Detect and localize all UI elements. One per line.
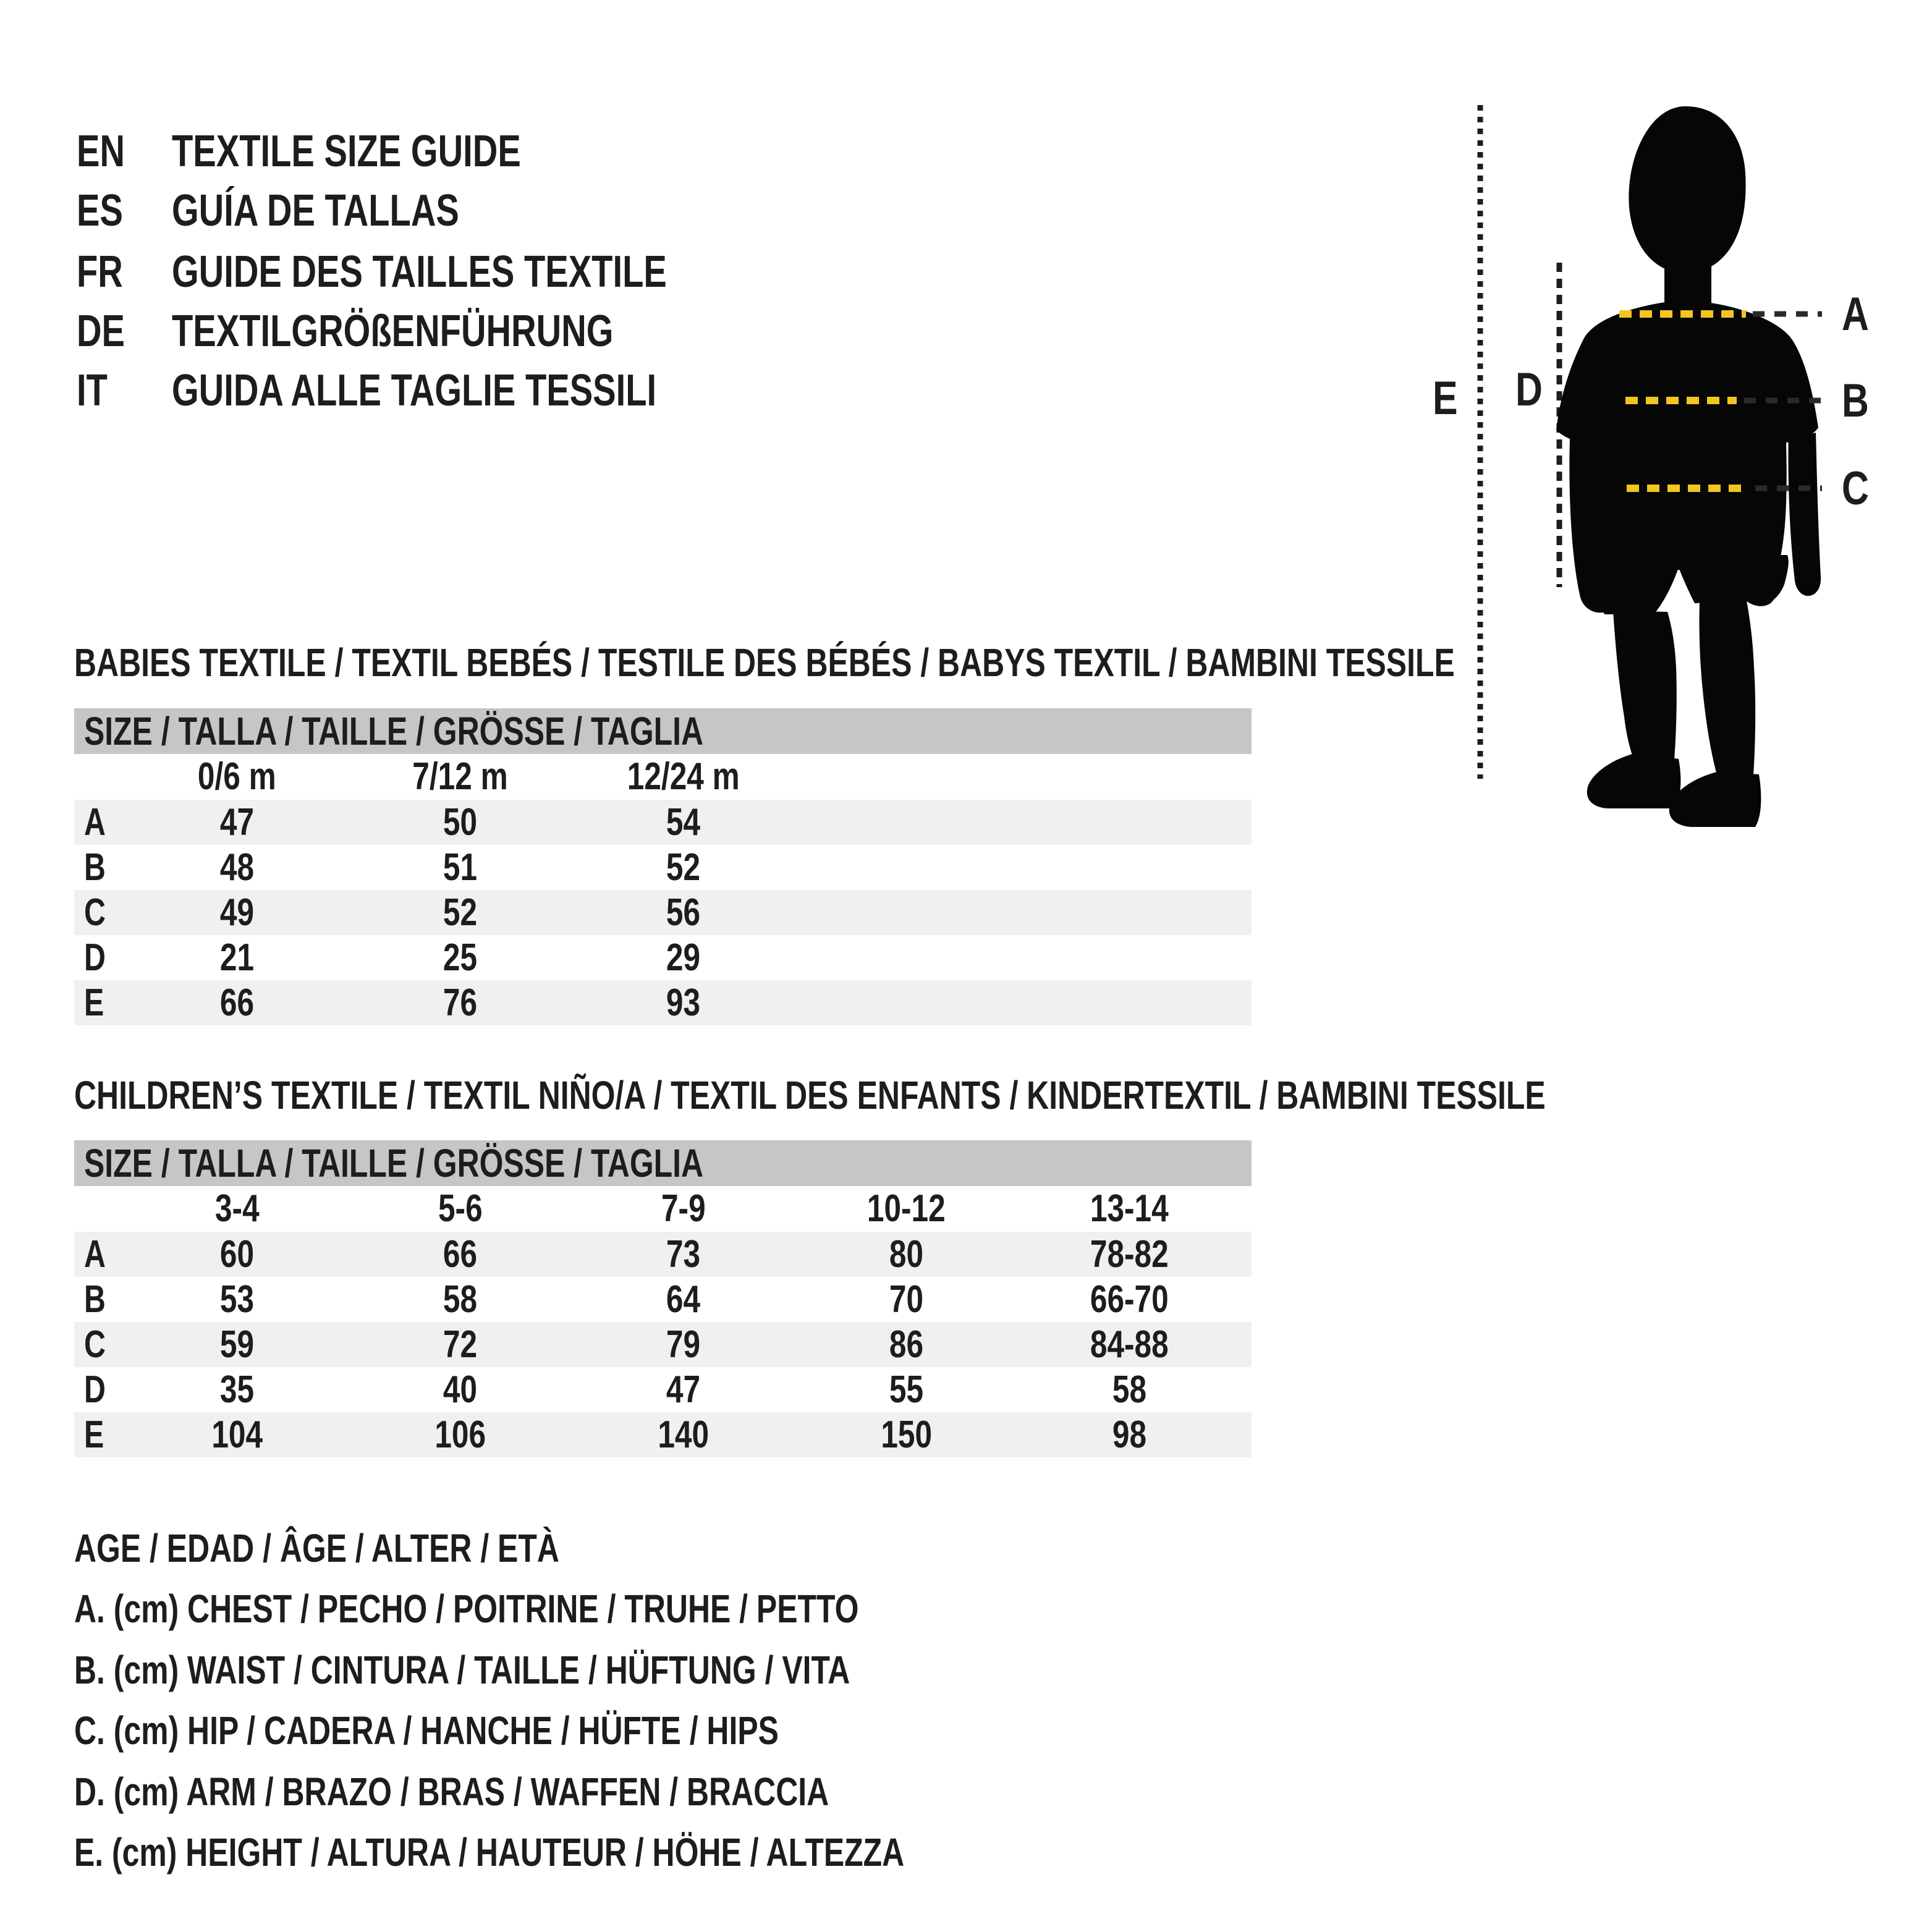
language-code-text: DE	[77, 307, 125, 356]
value-cell	[125, 890, 349, 935]
value-cell	[125, 1322, 349, 1367]
row-filler	[1241, 800, 1252, 845]
value-cell	[572, 980, 795, 1025]
legend-line	[74, 1764, 1042, 1820]
column-header-row	[74, 1186, 1252, 1232]
value-text: 58	[443, 1278, 478, 1321]
value-text: 25	[443, 936, 478, 979]
table-header-text: SIZE / TALLA / TAILLE / GRÖSSE / TAGLIA	[84, 709, 704, 753]
column-header-cell	[125, 754, 349, 800]
child-silhouette	[1556, 106, 1821, 827]
value-text: 140	[658, 1413, 709, 1456]
table-row	[74, 845, 1252, 890]
value-text: 93	[666, 981, 701, 1024]
column-header-cell	[795, 1186, 1018, 1232]
value-cell	[349, 1412, 572, 1457]
babies-section-title-text: BABIES TEXTILE / TEXTIL BEBÉS / TESTILE DES BÉBÉS / BABYS TEXTIL / BAMBINI TESSILE	[74, 640, 1455, 685]
children-section-title	[74, 1070, 1932, 1120]
babies-size-table	[74, 708, 1252, 1025]
value-cell	[1018, 800, 1241, 845]
row-label-text: B	[84, 846, 106, 889]
column-header-text: 12/24 m	[627, 755, 740, 798]
child-silhouette-figure	[1409, 62, 1932, 834]
value-cell	[795, 1367, 1018, 1412]
value-text: 73	[666, 1233, 701, 1276]
column-header-filler	[1241, 754, 1252, 800]
value-text: 58	[1112, 1368, 1147, 1411]
language-title	[172, 303, 738, 359]
row-filler	[1241, 935, 1252, 980]
value-text: 64	[666, 1278, 701, 1321]
silhouette-neck	[1664, 241, 1711, 312]
column-header-text: 7-9	[661, 1187, 706, 1230]
legend-line-text: D. (cm) ARM / BRAZO / BRAS / WAFFEN / BRACCIA	[74, 1769, 829, 1814]
value-text: 21	[219, 936, 255, 979]
language-title-text: TEXTILGRÖßENFÜHRUNG	[172, 307, 614, 356]
language-title-text: TEXTILE SIZE GUIDE	[172, 127, 521, 176]
silhouette-left-shoe	[1587, 753, 1681, 808]
chest-label: A	[1842, 287, 1869, 341]
row-label-text: A	[84, 1233, 106, 1276]
value-text: 55	[889, 1368, 924, 1411]
table-row	[74, 1367, 1252, 1412]
silhouette-left-leg	[1613, 611, 1677, 766]
value-text: 35	[219, 1368, 255, 1411]
value-cell	[125, 980, 349, 1025]
value-cell	[572, 1367, 795, 1412]
children-size-table	[74, 1140, 1252, 1457]
value-text: 84-88	[1090, 1323, 1169, 1366]
value-cell	[1018, 1232, 1241, 1277]
table-row	[74, 890, 1252, 935]
legend-line	[74, 1581, 1080, 1637]
row-label-text: E	[84, 1413, 104, 1456]
value-text: 79	[666, 1323, 701, 1366]
value-text: 80	[889, 1233, 924, 1276]
legend-line-text: AGE / EDAD / ÂGE / ALTER / ETÀ	[74, 1526, 559, 1570]
row-label	[74, 1232, 125, 1277]
column-header-filler	[1241, 1186, 1252, 1232]
value-cell	[572, 800, 795, 845]
column-header-cell	[1018, 1186, 1241, 1232]
value-text: 47	[219, 801, 255, 844]
language-code-text: IT	[77, 366, 108, 415]
value-text: 53	[219, 1278, 255, 1321]
row-filler	[1241, 1367, 1252, 1412]
column-header-cell	[349, 754, 572, 800]
silhouette-right-arm	[1788, 431, 1821, 596]
column-header-cell	[1018, 754, 1241, 800]
row-label-text: C	[84, 1323, 106, 1366]
legend-line	[74, 1703, 977, 1758]
value-cell	[349, 935, 572, 980]
value-text: 47	[666, 1368, 701, 1411]
language-title-text: GUIDE DES TAILLES TEXTILE	[172, 247, 667, 297]
value-cell	[1018, 890, 1241, 935]
table-row	[74, 1232, 1252, 1277]
value-text: 104	[211, 1413, 263, 1456]
row-filler	[1241, 1277, 1252, 1322]
value-cell	[572, 1232, 795, 1277]
waist-label: B	[1842, 374, 1869, 427]
language-code	[77, 303, 138, 359]
table-header-bar	[74, 1140, 1252, 1186]
value-text: 56	[666, 891, 701, 934]
row-label-text: D	[84, 936, 106, 979]
column-header-text: 5-6	[438, 1187, 483, 1230]
value-cell	[125, 935, 349, 980]
column-header-cell	[795, 754, 1018, 800]
value-text: 29	[666, 936, 701, 979]
row-label-text: E	[84, 981, 104, 1024]
value-cell	[349, 1277, 572, 1322]
table-row	[74, 1322, 1252, 1367]
legend-line-text: A. (cm) CHEST / PECHO / POITRINE / TRUHE / PETTO	[74, 1587, 859, 1632]
language-title	[172, 244, 807, 300]
row-filler	[1241, 845, 1252, 890]
row-label	[74, 1322, 125, 1367]
value-cell	[349, 1367, 572, 1412]
legend-line	[74, 1642, 1069, 1698]
value-text: 48	[219, 846, 255, 889]
arm-label: D	[1515, 363, 1543, 416]
language-code-text: ES	[77, 186, 123, 235]
column-header-text: 13-14	[1090, 1187, 1169, 1230]
column-header-row	[74, 754, 1252, 800]
table-row	[74, 980, 1252, 1025]
language-title-text: GUÍA DE TALLAS	[172, 186, 459, 235]
value-cell	[125, 1412, 349, 1457]
value-cell	[125, 845, 349, 890]
value-cell	[795, 1322, 1018, 1367]
column-header-text: 3-4	[214, 1187, 260, 1230]
value-text: 150	[881, 1413, 932, 1456]
row-filler	[1241, 1232, 1252, 1277]
value-cell	[572, 1277, 795, 1322]
value-cell	[349, 980, 572, 1025]
legend-line	[74, 1824, 1138, 1880]
language-code	[77, 363, 116, 418]
column-header-spacer	[74, 754, 125, 800]
value-cell	[125, 1232, 349, 1277]
value-text: 66-70	[1090, 1278, 1169, 1321]
column-header-cell	[572, 1186, 795, 1232]
value-cell	[795, 1412, 1018, 1457]
children-section-title-text: CHILDREN’S TEXTILE / TEXTIL NIÑO/A / TEXTIL DES ENFANTS / KINDERTEXTIL / BAMBINI TESSILE	[74, 1073, 1546, 1117]
table-row	[74, 800, 1252, 845]
value-cell	[1018, 935, 1241, 980]
value-text: 66	[219, 981, 255, 1024]
language-code	[77, 124, 138, 179]
language-code	[77, 183, 136, 239]
value-text: 66	[443, 1233, 478, 1276]
column-header-cell	[349, 1186, 572, 1232]
value-cell	[349, 845, 572, 890]
value-cell	[572, 890, 795, 935]
value-text: 60	[219, 1233, 255, 1276]
silhouette-shorts	[1599, 555, 1789, 614]
value-text: 59	[219, 1323, 255, 1366]
value-cell	[349, 800, 572, 845]
babies-section-title	[74, 638, 1844, 687]
value-cell	[572, 1322, 795, 1367]
language-title-text: GUIDA ALLE TAGLIE TESSILI	[172, 366, 657, 415]
value-text: 86	[889, 1323, 924, 1366]
hip-label: C	[1842, 462, 1869, 515]
value-text: 52	[666, 846, 701, 889]
column-header-spacer	[74, 1186, 125, 1232]
value-cell	[572, 935, 795, 980]
value-cell	[795, 1277, 1018, 1322]
language-code-text: FR	[77, 247, 123, 297]
value-text: 51	[443, 846, 478, 889]
value-cell	[349, 1322, 572, 1367]
silhouette-right-leg	[1699, 601, 1755, 783]
row-filler	[1241, 1412, 1252, 1457]
value-text: 72	[443, 1323, 478, 1366]
value-text: 40	[443, 1368, 478, 1411]
language-code	[77, 244, 136, 300]
value-cell	[795, 845, 1018, 890]
silhouette-right-shoe	[1669, 771, 1761, 827]
column-header-text: 0/6 m	[198, 755, 276, 798]
language-title	[172, 363, 793, 418]
value-text: 76	[443, 981, 478, 1024]
row-label-text: D	[84, 1368, 106, 1411]
measurement-figure	[1409, 62, 1932, 834]
value-cell	[795, 1232, 1018, 1277]
row-label-text: A	[84, 801, 106, 844]
value-text: 50	[443, 801, 478, 844]
value-cell	[1018, 1277, 1241, 1322]
value-cell	[1018, 1367, 1241, 1412]
value-cell	[1018, 1322, 1241, 1367]
row-label	[74, 980, 125, 1025]
language-code-text: EN	[77, 127, 125, 176]
legend-line-text: E. (cm) HEIGHT / ALTURA / HAUTEUR / HÖHE / ALTEZZA	[74, 1830, 905, 1875]
value-text: 98	[1112, 1413, 1147, 1456]
row-label	[74, 935, 125, 980]
value-cell	[572, 1412, 795, 1457]
legend-line-text: B. (cm) WAIST / CINTURA / TAILLE / HÜFTUNG / VITA	[74, 1647, 850, 1692]
table-row	[74, 935, 1252, 980]
row-label	[74, 800, 125, 845]
legend-line-text: C. (cm) HIP / CADERA / HANCHE / HÜFTE / HIPS	[74, 1708, 779, 1753]
column-header-cell	[572, 754, 795, 800]
column-header-cell	[125, 1186, 349, 1232]
value-text: 106	[434, 1413, 486, 1456]
table-header-bar	[74, 708, 1252, 754]
row-filler	[1241, 890, 1252, 935]
value-cell	[795, 980, 1018, 1025]
value-cell	[795, 890, 1018, 935]
value-cell	[1018, 845, 1241, 890]
value-cell	[572, 845, 795, 890]
value-text: 70	[889, 1278, 924, 1321]
row-label	[74, 1367, 125, 1412]
value-cell	[125, 800, 349, 845]
row-label-text: C	[84, 891, 106, 934]
value-text: 78-82	[1090, 1233, 1169, 1276]
language-title	[172, 124, 619, 179]
row-label	[74, 845, 125, 890]
value-cell	[795, 800, 1018, 845]
column-header-text: 7/12 m	[412, 755, 508, 798]
legend-line	[74, 1520, 696, 1576]
value-cell	[1018, 980, 1241, 1025]
value-cell	[349, 890, 572, 935]
row-label	[74, 890, 125, 935]
value-text: 52	[443, 891, 478, 934]
value-cell	[125, 1367, 349, 1412]
row-label	[74, 1277, 125, 1322]
column-header-text: 10-12	[867, 1187, 946, 1230]
value-text: 54	[666, 801, 701, 844]
row-filler	[1241, 980, 1252, 1025]
row-filler	[1241, 1322, 1252, 1367]
row-label-text: B	[84, 1278, 106, 1321]
table-row	[74, 1277, 1252, 1322]
value-text: 49	[219, 891, 255, 934]
row-label	[74, 1412, 125, 1457]
value-cell	[795, 935, 1018, 980]
table-header-text: SIZE / TALLA / TAILLE / GRÖSSE / TAGLIA	[84, 1141, 704, 1185]
table-row	[74, 1412, 1252, 1457]
value-cell	[125, 1277, 349, 1322]
value-cell	[349, 1232, 572, 1277]
value-cell	[1018, 1412, 1241, 1457]
height-label: E	[1433, 371, 1458, 425]
language-title	[172, 183, 540, 239]
